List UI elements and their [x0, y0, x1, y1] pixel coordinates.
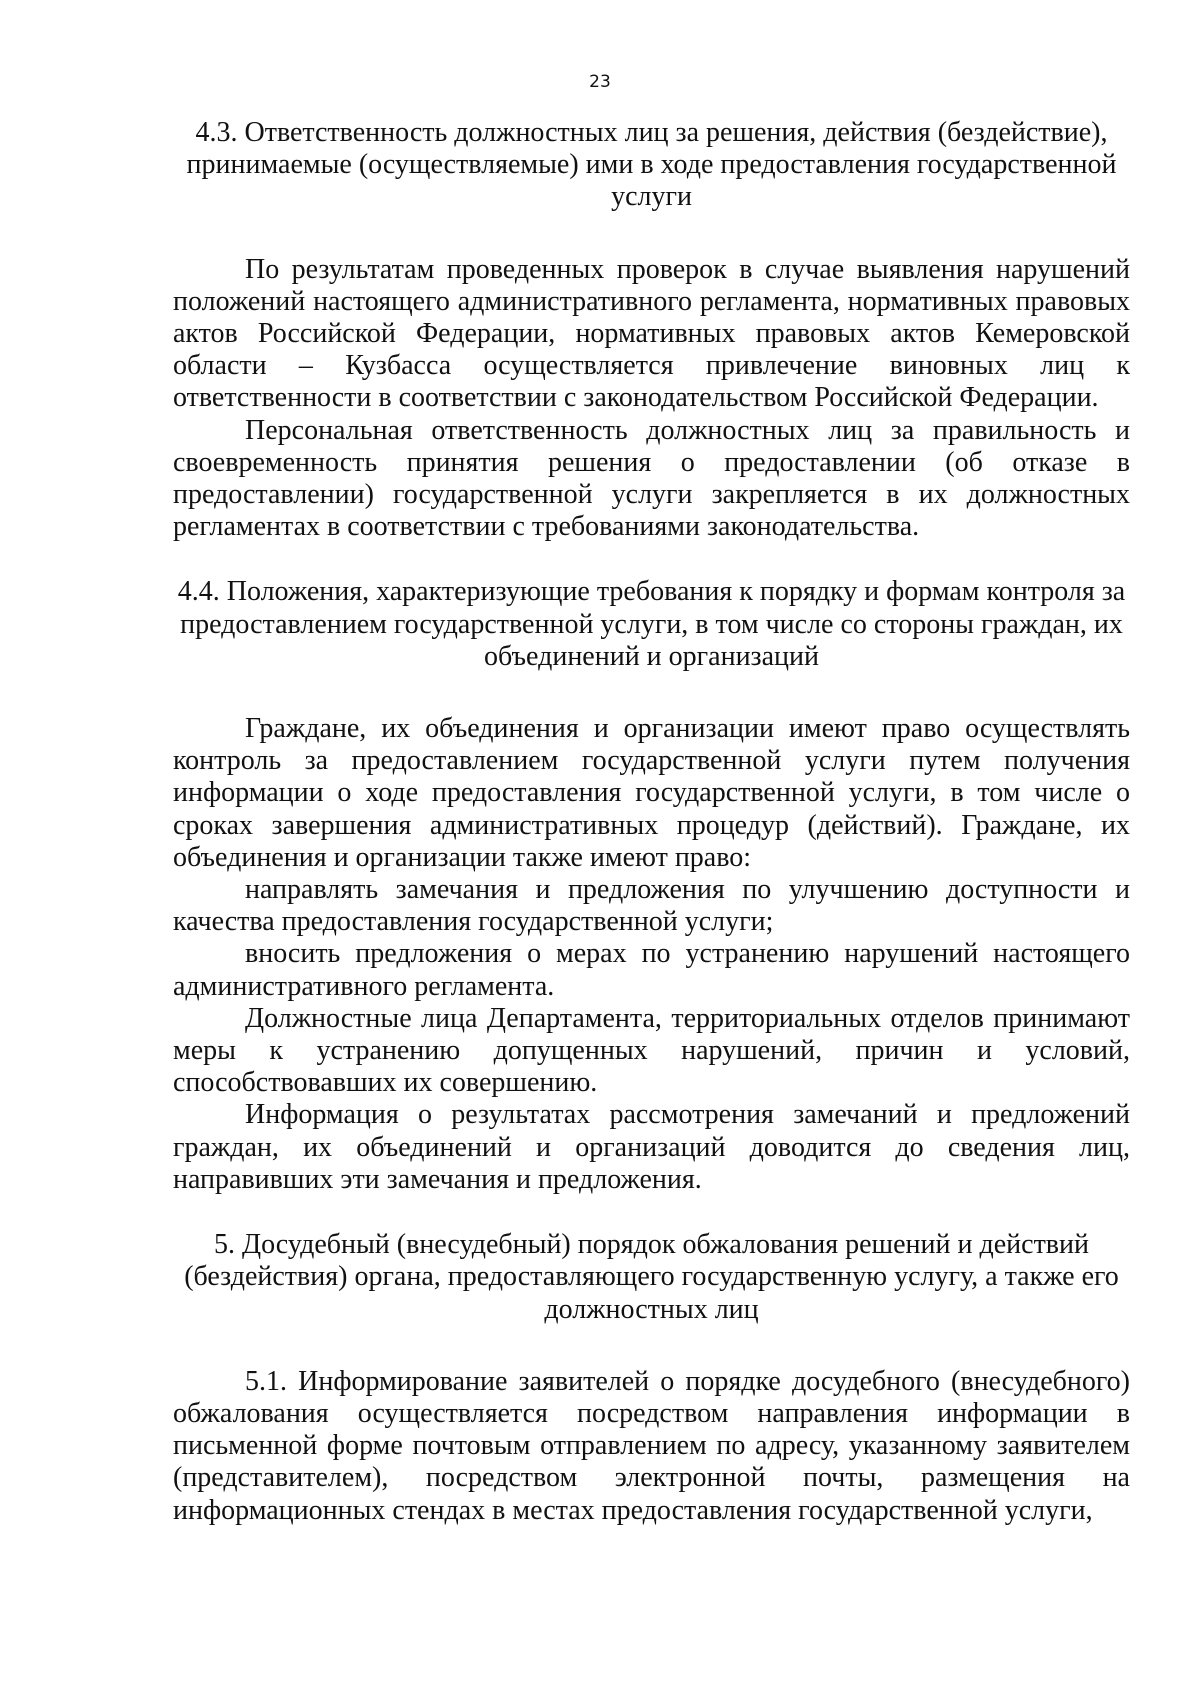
- section-4-4-paragraph-3: вносить предложения о мерах по устранению нарушений настоящего административного регламента.: [173, 938, 1130, 1002]
- spacer: [173, 673, 1130, 713]
- section-4-3-paragraph-1: По результатам проведенных проверок в случае выявления нарушений положений настоящего административного регламента, нормативных правовых актов Российской Федерации, нормативных правовых актов Кемеровской области – Кузбасса осуществляется привлечение виновных лиц к ответственности в соответствии с законодательством Российской Федерации.: [173, 253, 1130, 414]
- spacer: [173, 1326, 1130, 1366]
- section-4-4-paragraph-2: направлять замечания и предложения по улучшению доступности и качества предоставления государственной услуги;: [173, 874, 1130, 938]
- section-5-1-paragraph: 5.1. Информирование заявителей о порядке досудебного (внесудебного) обжалования осуществляется посредством направления информации в письменной форме почтовым отправлением по адресу, указанному заявителем (представителем), посредством электронной почты, размещения на информационных стендах в местах предоставления государственной услуги,: [173, 1365, 1130, 1526]
- section-4-4-paragraph-1: Граждане, их объединения и организации имеют право осуществлять контроль за предоставлением государственной услуги путем получения информации о ходе предоставления государственной услуги, в том числе о сроках завершения административных процедур (действий). Граждане, их объединения и организации также имеют право:: [173, 713, 1130, 873]
- section-4-4-paragraph-4: Должностные лица Департамента, территориальных отделов принимают меры к устранению допущенных нарушений, причин и условий, способствовавших их совершению.: [173, 1002, 1130, 1099]
- spacer: [173, 214, 1130, 254]
- section-4-4-paragraph-5: Информация о результатах рассмотрения замечаний и предложений граждан, их объединений и организаций доводится до сведения лиц, направивших эти замечания и предложения.: [173, 1099, 1130, 1195]
- spacer: [173, 543, 1130, 576]
- section-4-4-heading: 4.4. Положения, характеризующие требования к порядку и формам контроля за предоставлением государственной услуги, в том числе со стороны граждан, их объединений и организаций: [177, 576, 1126, 672]
- document-body: [173, 117, 1130, 1527]
- section-4-3-paragraph-2: Персональная ответственность должностных лиц за правильность и своевременность принятия решения о предоставлении (об отказе в предоставлении) государственной услуги закрепляется в их должностных регламентах в соответствии с требованиями законодательства.: [173, 414, 1130, 543]
- page-number: 23: [589, 72, 611, 92]
- spacer: [173, 1196, 1130, 1229]
- section-4-3-heading: 4.3. Ответственность должностных лиц за решения, действия (бездействие), принимаемые (осуществляемые) ими в ходе предоставления государственной услуги: [186, 117, 1117, 213]
- section-5-heading: 5. Досудебный (внесудебный) порядок обжалования решений и действий (бездействия) органа, предоставляющего государственную услугу, а также его должностных лиц: [184, 1229, 1119, 1325]
